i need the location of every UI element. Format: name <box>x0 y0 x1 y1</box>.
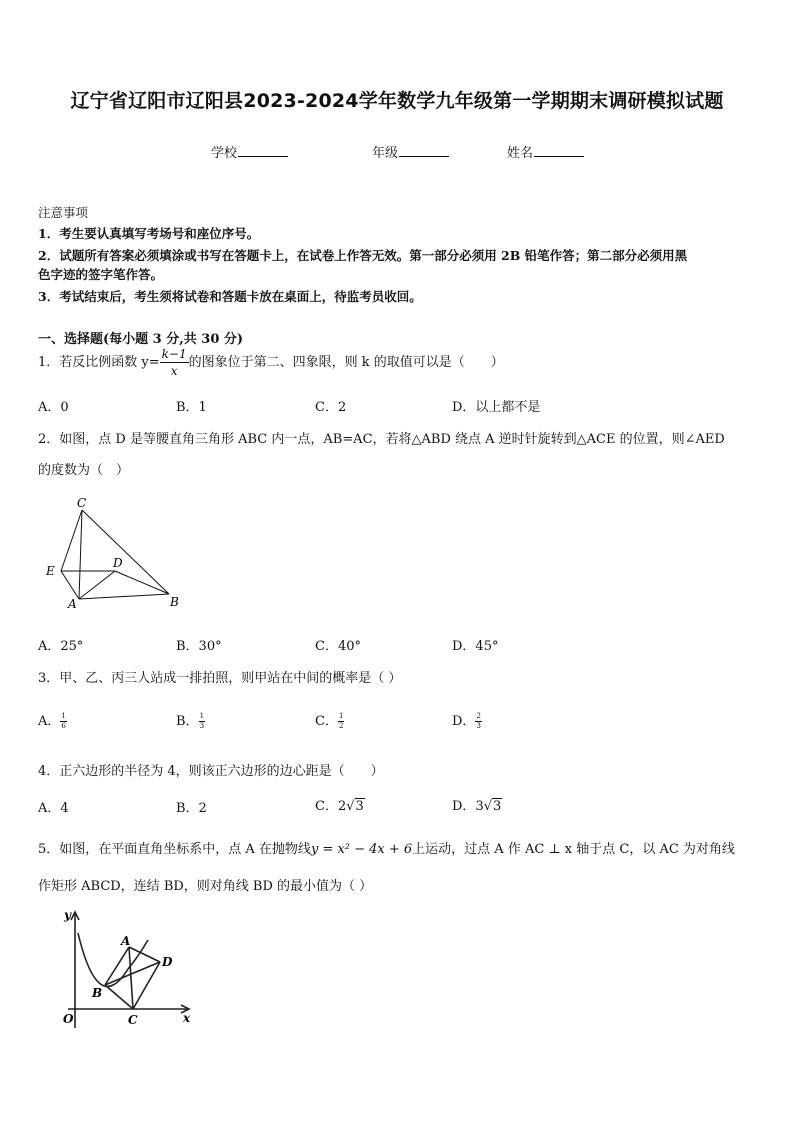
q5-label-d: D <box>162 955 173 969</box>
grade-label: 年级 <box>372 146 399 161</box>
note-item-1: 1．考生要认真填写考场号和座位序号。 <box>38 226 260 241</box>
school-blank[interactable] <box>238 144 288 157</box>
q5-label-b: B <box>92 986 103 1000</box>
q5-label-y: y <box>64 908 71 922</box>
q2-label-b: B <box>170 595 179 609</box>
sqrt-symbol: √3 <box>483 799 502 814</box>
note-item-3: 3．考试结束后，考生须将试卷和答题卡放在桌面上，待监考员收回。 <box>38 289 422 304</box>
q1-option-d[interactable]: D．以上都不是 <box>452 400 541 415</box>
q1-option-a[interactable]: A．0 <box>38 400 69 415</box>
q2-triangle-figure <box>40 493 190 613</box>
q5-equation: y = x² − 4x + 6 <box>310 842 413 857</box>
notes-heading: 注意事项 <box>38 205 89 220</box>
q2-label-a: A <box>68 597 77 611</box>
q2-option-a[interactable]: A．25° <box>38 639 84 654</box>
q5-label-a: A <box>121 934 131 948</box>
question-4: 4．正六边形的半径为 4，则该正六边形的边心距是（ ） <box>38 764 384 779</box>
q4-option-d[interactable]: D．3√3 <box>452 799 502 814</box>
q4-option-b[interactable]: B．2 <box>176 801 207 816</box>
question-3: 3．甲、乙、丙三人站成一排拍照，则甲站在中间的概率是（ ） <box>38 671 402 686</box>
name-blank[interactable] <box>534 144 584 157</box>
q5-middle: 上运动，过点 A 作 AC ⊥ x 轴于点 C，以 AC 为对角线 <box>412 842 735 857</box>
q5-label-c: C <box>128 1013 138 1027</box>
q2-label-d: D <box>113 556 123 570</box>
section-heading: 一、选择题(每小题 3 分,共 30 分) <box>38 332 244 347</box>
q2-option-d[interactable]: D．45° <box>452 639 499 654</box>
q3-option-c[interactable]: C． $\frac{1}{2}$ <box>315 712 344 730</box>
q5-prefix: 5．如图，在平面直角坐标系中，点 A 在抛物线 <box>38 842 311 857</box>
q2-option-c[interactable]: C．40° <box>315 639 361 654</box>
sqrt-symbol: √3 <box>346 799 364 814</box>
question-2-cont: 的度数为（ ） <box>38 463 130 478</box>
question-5 <box>38 838 735 857</box>
page-title: 辽宁省辽阳市辽阳县2023-2024学年数学九年级第一学期期末调研模拟试题 <box>70 90 724 112</box>
q2-option-b[interactable]: B．30° <box>176 639 222 654</box>
q1-option-b[interactable]: B．1 <box>176 400 207 415</box>
q5-parabola-figure <box>58 905 198 1035</box>
name-field[interactable] <box>507 142 584 161</box>
q5-label-x: x <box>183 1011 191 1025</box>
q3-option-a[interactable]: A． $\frac{1}{6}$ <box>38 712 66 730</box>
question-5-cont: 作矩形 ABCD，连结 BD，则对角线 BD 的最小值为（ ） <box>38 879 373 894</box>
grade-blank[interactable] <box>399 144 449 157</box>
school-label: 学校 <box>211 146 238 161</box>
q4-option-c[interactable]: C．2√3 <box>315 799 364 814</box>
note-item-2: 2．试题所有答案必须填涂或书写在答题卡上，在试卷上作答无效。第一部分必须用 2B 铅笔作答；第二部分必须用黑 <box>38 248 688 263</box>
q3-option-b[interactable]: B． $\frac{1}{3}$ <box>176 712 205 730</box>
q1-suffix: 的图象位于第二、四象限，则 k 的取值可以是（ ） <box>188 355 504 370</box>
q4-option-a[interactable]: A．4 <box>38 801 69 816</box>
q1-option-c[interactable]: C．2 <box>315 400 347 415</box>
q1-prefix: 1．若反比例函数 y= <box>38 355 160 370</box>
note-item-2-cont: 色字迹的签字笔作答。 <box>38 267 164 282</box>
q5-label-o: O <box>63 1012 74 1026</box>
q2-label-e: E <box>46 564 55 578</box>
name-label: 姓名 <box>507 146 534 161</box>
question-1 <box>38 348 504 377</box>
question-2: 2．如图，点 D 是等腰直角三角形 ABC 内一点，AB=AC，若将△ABD 绕点 A 逆时针旋转到△ACE 的位置，则∠AED <box>38 432 725 447</box>
q3-option-d[interactable]: D． $\frac{2}{3}$ <box>452 712 481 730</box>
school-field[interactable] <box>211 142 288 161</box>
q1-fraction: $\frac{k-1}{x}$ <box>161 347 187 378</box>
q2-label-c: C <box>77 496 87 510</box>
grade-field[interactable] <box>372 142 449 161</box>
